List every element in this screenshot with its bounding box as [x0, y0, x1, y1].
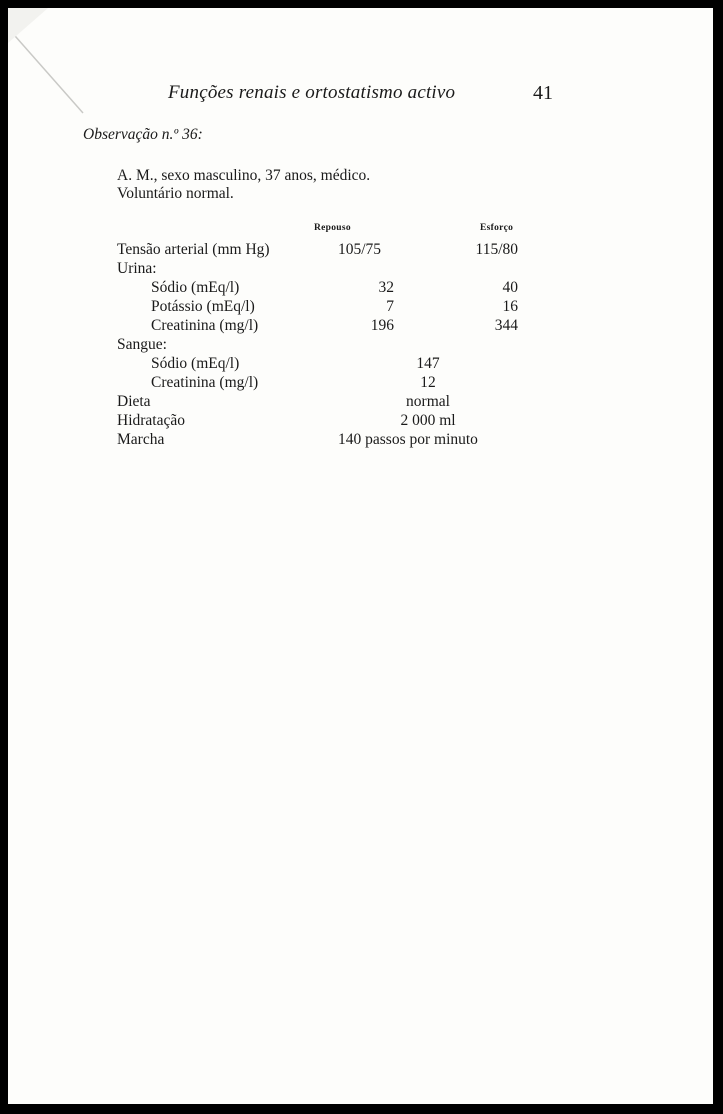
value-single: 12	[420, 374, 436, 391]
row-label: Marcha	[117, 431, 165, 448]
value-rest: 7	[386, 298, 394, 315]
column-header-rest: Repouso	[314, 223, 351, 233]
table-row-urine-creatinine	[8, 317, 713, 337]
column-header-effort: Esforço	[480, 223, 514, 233]
running-title: Funções renais e ortostatismo activo	[168, 82, 456, 103]
row-label: Hidratação	[117, 412, 185, 429]
value-effort: 344	[494, 317, 518, 334]
section-label-blood: Sangue:	[117, 336, 167, 353]
value-single: 147	[416, 355, 440, 372]
value-rest: 196	[370, 317, 394, 334]
table-row-diet	[8, 393, 713, 413]
table-row-blood-pressure	[8, 241, 713, 261]
section-label-urine: Urina:	[117, 260, 157, 277]
table-row-urine-potassium	[8, 298, 713, 318]
value-effort: 16	[502, 298, 518, 315]
row-label: Creatinina (mg/l)	[151, 374, 259, 391]
value-effort: 115/80	[475, 241, 518, 258]
row-label: Dieta	[117, 393, 151, 410]
observation-title: Observação n.º 36:	[83, 126, 203, 143]
patient-condition: Voluntário normal.	[117, 185, 234, 202]
row-label: Potássio (mEq/l)	[151, 298, 255, 315]
value-effort: 40	[502, 279, 518, 296]
patient-description: A. M., sexo masculino, 37 anos, médico.	[117, 167, 371, 184]
value-rest: 105/75	[338, 241, 382, 258]
row-label: Sódio (mEq/l)	[151, 279, 240, 296]
value-single: normal	[406, 393, 450, 410]
page-number: 41	[533, 82, 553, 104]
value-rest: 32	[378, 279, 394, 296]
value-single: 2 000 ml	[400, 412, 456, 429]
table-row-urine-heading	[8, 260, 713, 280]
row-label: Sódio (mEq/l)	[151, 355, 240, 372]
table-row-walk	[8, 431, 713, 451]
table-row-urine-sodium	[8, 279, 713, 299]
value-single: 140 passos por minuto	[338, 431, 478, 448]
row-label: Creatinina (mg/l)	[151, 317, 259, 334]
row-label: Tensão arterial (mm Hg)	[117, 241, 270, 258]
document-page	[8, 8, 713, 1104]
table-row-blood-heading	[8, 336, 713, 356]
table-row-hydration	[8, 412, 713, 432]
table-row-blood-creatinine	[8, 374, 713, 394]
table-row-blood-sodium	[8, 355, 713, 375]
